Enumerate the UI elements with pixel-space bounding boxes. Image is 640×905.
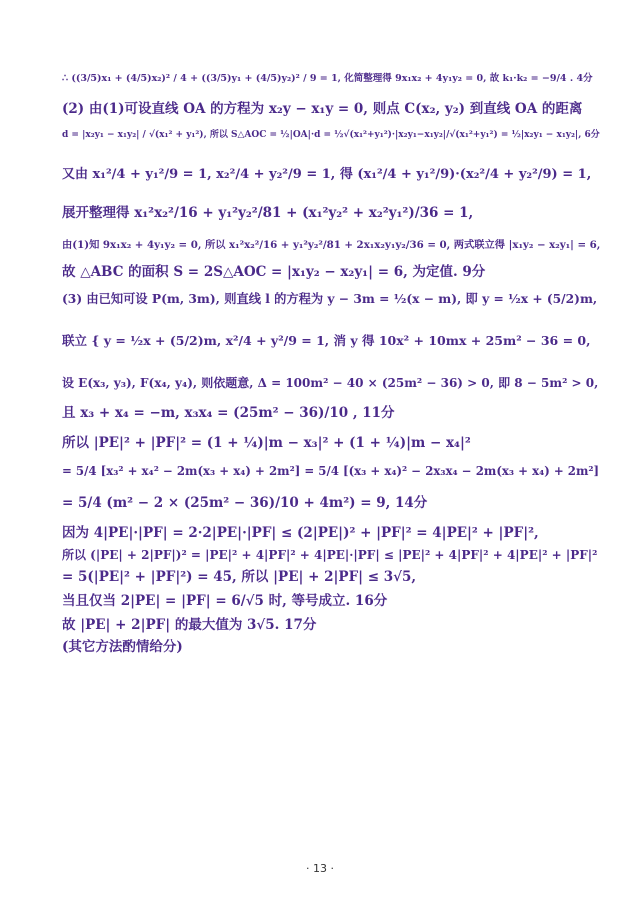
- solution-line-20: (其它方法酌情给分): [62, 639, 183, 655]
- solution-line-9: 联立 { y = ½x + (5/2)m, x²/4 + y²/9 = 1, 消 y 得 10x² + 10mx + 25m² − 36 = 0,: [62, 333, 591, 348]
- solution-line-10: 设 E(x₃, y₃), F(x₄, y₄), 则依题意, Δ = 100m² − 40 × (25m² − 36) > 0, 即 8 − 5m² > 0,: [62, 376, 599, 390]
- solution-line-4: 又由 x₁²/4 + y₁²/9 = 1, x₂²/4 + y₂²/9 = 1, 得 (x₁²/4 + y₁²/9)·(x₂²/4 + y₂²/9) = 1,: [62, 167, 592, 182]
- solution-line-13: = 5/4 [x₃² + x₄² − 2m(x₃ + x₄) + 2m²] = 5/4 [(x₃ + x₄)² − 2x₃x₄ − 2m(x₃ + x₄) + 2m²]: [62, 464, 600, 478]
- solution-line-2: (2) 由(1)可设直线 OA 的方程为 x₂y − x₁y = 0, 则点 C(x₂, y₂) 到直线 OA 的距离: [62, 101, 583, 117]
- solution-line-14: = 5/4 (m² − 2 × (25m² − 36)/10 + 4m²) = 9, 14分: [62, 495, 428, 511]
- solution-line-5: 展开整理得 x₁²x₂²/16 + y₁²y₂²/81 + (x₁²y₂² + x₂²y₁²)/36 = 1,: [62, 205, 474, 221]
- solution-line-16: 所以 (|PE| + 2|PF|)² = |PE|² + 4|PF|² + 4|PE|·|PF| ≤ |PE|² + 4|PF|² + 4|PE|² + |PF|²: [62, 548, 598, 562]
- solution-line-19: 故 |PE| + 2|PF| 的最大值为 3√5. 17分: [62, 617, 317, 633]
- solution-line-8: (3) 由已知可设 P(m, 3m), 则直线 l 的方程为 y − 3m = ½(x − m), 即 y = ½x + (5/2)m,: [62, 291, 598, 306]
- solution-line-7: 故 △ABC 的面积 S = 2S△AOC = |x₁y₂ − x₂y₁| = 6, 为定值. 9分: [62, 264, 486, 280]
- solution-line-11: 且 x₃ + x₄ = −m, x₃x₄ = (25m² − 36)/10 , 11分: [62, 405, 395, 421]
- solution-line-15: 因为 4|PE|·|PF| = 2·2|PE|·|PF| ≤ (2|PE|)² + |PF|² = 4|PE|² + |PF|²,: [62, 525, 539, 541]
- solution-line-3: d = |x₂y₁ − x₁y₂| / √(x₁² + y₁²), 所以 S△AOC = ½|OA|·d = ½√(x₁²+y₁²)·|x₂y₁−x₁y₂|/√(x₁²+y₁²) = ½|x₂y₁ − x₁y₂|, 6分: [62, 130, 600, 140]
- solution-line-17: = 5(|PE|² + |PF|²) = 45, 所以 |PE| + 2|PF| ≤ 3√5,: [62, 569, 417, 585]
- solution-line-1: ∴ ((3/5)x₁ + (4/5)x₂)² / 4 + ((3/5)y₁ + (4/5)y₂)² / 9 = 1, 化简整理得 9x₁x₂ + 4y₁y₂ = 0, 故 k₁·k₂ = −9/4 . 4分: [62, 73, 593, 84]
- solution-line-18: 当且仅当 2|PE| = |PF| = 6/√5 时, 等号成立. 16分: [62, 593, 388, 609]
- page-number: · 13 ·: [306, 862, 334, 875]
- solution-line-6: 由(1)知 9x₁x₂ + 4y₁y₂ = 0, 所以 x₁²x₂²/16 + y₁²y₂²/81 + 2x₁x₂y₁y₂/36 = 0, 两式联立得 |x₁y₂ − x₂y₁| = 6,: [62, 239, 601, 251]
- solution-line-12: 所以 |PE|² + |PF|² = (1 + ¼)|m − x₃|² + (1 + ¼)|m − x₄|²: [62, 435, 471, 451]
